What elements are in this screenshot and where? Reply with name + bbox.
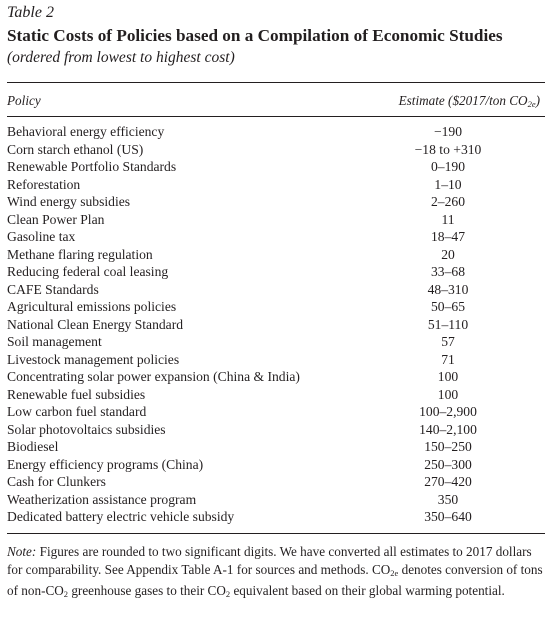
table-row	[7, 298, 545, 316]
estimate-cell: 100–2,900	[419, 404, 477, 419]
estimate-cell: 71	[441, 351, 455, 367]
policy-cell: Wind energy subsidies	[7, 194, 131, 209]
policy-cell: Livestock management policies	[7, 351, 180, 367]
estimate-cell: 0–190	[431, 159, 465, 174]
estimate-cell: −18 to +310	[414, 141, 482, 157]
table-title: Static Costs of Policies based on a Compilation of Economic Studies	[7, 26, 503, 45]
note-text-2: denotes conversion of tons of non-CO	[7, 562, 543, 598]
estimate-cell: 1–10	[434, 176, 462, 192]
estimate-header-subscript: 2e	[527, 99, 536, 109]
table-row	[7, 158, 545, 176]
table-body	[7, 123, 545, 526]
table-row	[7, 316, 545, 334]
estimate-cell: 51–110	[427, 316, 469, 332]
table-row	[7, 193, 545, 211]
table-row	[7, 456, 545, 474]
estimate-cell: 350–640	[424, 509, 472, 524]
table-row	[7, 438, 545, 456]
estimate-cell: 50–65	[431, 299, 465, 314]
table-row	[7, 123, 545, 141]
table-row	[7, 508, 545, 526]
note-text-3: greenhouse gases to their CO	[68, 583, 226, 598]
table-row	[7, 403, 545, 421]
estimate-cell: 150–250	[424, 439, 472, 454]
note-subscript-2: 2	[63, 589, 69, 599]
table-note	[7, 543, 547, 603]
table-row	[7, 176, 545, 194]
policy-cell: Solar photovoltaics subsidies	[7, 421, 166, 437]
note-text-1: Figures are rounded to two significant digits. We have converted all estimates to 2017 dollars for comparability. See Appendix Table A-1 for sources and methods. CO	[7, 544, 532, 577]
policy-cell: Cash for Clunkers	[7, 474, 106, 489]
estimate-cell: 57	[441, 334, 455, 349]
column-header-policy: Policy	[7, 93, 41, 108]
table-row	[7, 333, 545, 351]
table-row	[7, 211, 545, 229]
column-header-estimate	[399, 93, 540, 109]
estimate-cell: 100	[437, 369, 459, 384]
policy-cell: Reforestation	[7, 176, 81, 192]
estimate-cell: 33–68	[431, 264, 465, 279]
estimate-cell: −190	[433, 124, 463, 139]
estimate-header-close: )	[535, 93, 540, 108]
policy-cell: Corn starch ethanol (US)	[7, 141, 144, 157]
estimate-cell: 2–260	[431, 194, 465, 209]
bottom-rule	[7, 533, 545, 534]
policy-cell: Reducing federal coal leasing	[7, 264, 169, 279]
policy-cell: Gasoline tax	[7, 229, 76, 244]
header-rule	[7, 116, 545, 117]
table-row	[7, 281, 545, 299]
policy-cell: Low carbon fuel standard	[7, 404, 147, 419]
note-subscript-1: 2e	[390, 568, 399, 578]
estimate-cell: 48–310	[427, 281, 469, 297]
policy-cell: Agricultural emissions policies	[7, 299, 177, 314]
table-row	[7, 263, 545, 281]
note-text-4: equivalent based on their global warming potential.	[230, 583, 505, 598]
table-label: Table 2	[7, 4, 54, 21]
estimate-cell: 350	[437, 491, 459, 507]
policy-cell: Methane flaring regulation	[7, 246, 153, 262]
note-subscript-3: 2	[225, 589, 231, 599]
table-row	[7, 351, 545, 369]
note-label: Note:	[7, 544, 37, 559]
policy-cell: Renewable fuel subsidies	[7, 386, 146, 402]
table-row	[7, 473, 545, 491]
policy-cell: Weatherization assistance program	[7, 491, 197, 507]
table-row	[7, 491, 545, 509]
table-subtitle: (ordered from lowest to highest cost)	[7, 49, 235, 66]
estimate-cell: 270–420	[424, 474, 472, 489]
policy-cell: Behavioral energy efficiency	[7, 124, 165, 139]
estimate-cell: 20	[441, 246, 455, 262]
policy-cell: Biodiesel	[7, 439, 59, 454]
top-rule	[7, 82, 545, 83]
policy-cell: National Clean Energy Standard	[7, 316, 184, 332]
estimate-cell: 18–47	[431, 229, 465, 244]
table-row	[7, 421, 545, 439]
table-row	[7, 386, 545, 404]
estimate-cell: 11	[441, 211, 455, 227]
table-row	[7, 141, 545, 159]
estimate-cell: 250–300	[424, 456, 472, 472]
policy-cell: CAFE Standards	[7, 281, 99, 297]
policy-cell: Dedicated battery electric vehicle subsidy	[7, 509, 235, 524]
policy-cell: Energy efficiency programs (China)	[7, 456, 204, 472]
estimate-cell: 100	[437, 386, 459, 402]
table-row	[7, 246, 545, 264]
policy-cell: Renewable Portfolio Standards	[7, 159, 177, 174]
policy-cell: Concentrating solar power expansion (China & India)	[7, 369, 300, 384]
table-row	[7, 368, 545, 386]
table-row	[7, 228, 545, 246]
policy-cell: Clean Power Plan	[7, 211, 105, 227]
policy-cell: Soil management	[7, 334, 102, 349]
estimate-header-text: Estimate ($2017/ton CO	[398, 93, 528, 108]
estimate-cell: 140–2,100	[419, 421, 477, 437]
